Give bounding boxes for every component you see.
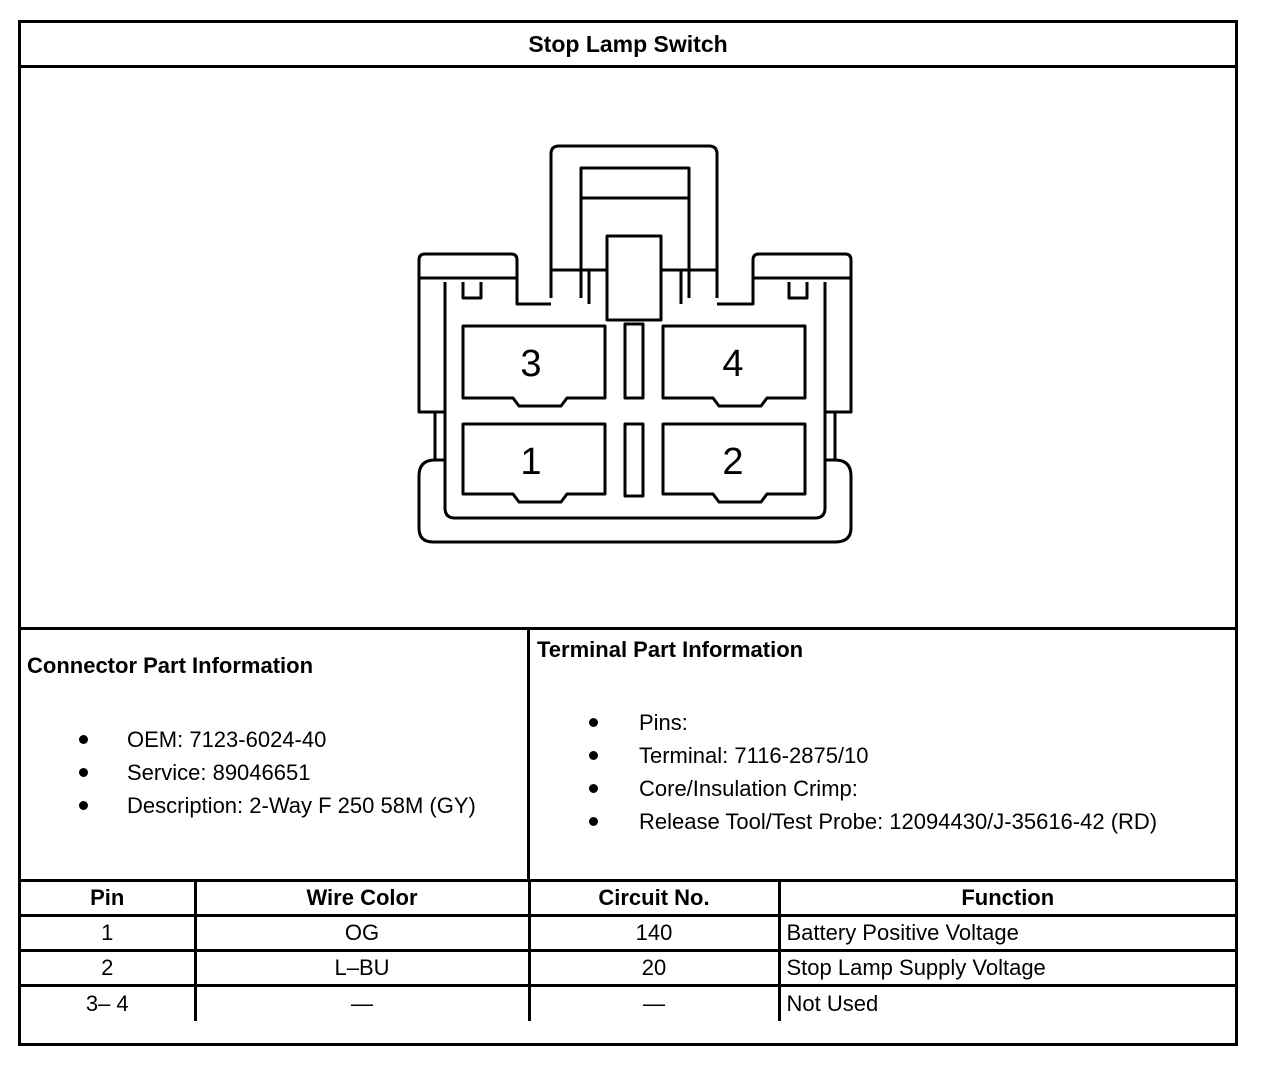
pin-label-4: 4 — [722, 343, 744, 385]
circuit-no-cell: — — [529, 986, 779, 1021]
connector-sheet — [18, 20, 1238, 1046]
bullet-icon — [589, 784, 598, 793]
bullet-icon — [589, 718, 598, 727]
drawing-divider — [21, 627, 1235, 630]
column-header-circuit-no: Circuit No. — [529, 881, 779, 916]
bullet-icon — [79, 735, 88, 744]
pin-cell: 2 — [21, 951, 195, 986]
column-header-wire-color: Wire Color — [195, 881, 529, 916]
function-cell: Stop Lamp Supply Voltage — [779, 951, 1235, 986]
column-header-function: Function — [779, 881, 1235, 916]
list-item: Description: 2-Way F 250 58M (GY) — [79, 789, 525, 822]
list-item: Pins: — [589, 706, 1229, 739]
wire-color-cell: — — [195, 986, 529, 1021]
table-row — [21, 986, 1235, 1021]
pin-label-3: 3 — [520, 343, 542, 385]
latch-inner — [581, 168, 689, 298]
table-row — [21, 916, 1235, 951]
table-row — [21, 951, 1235, 986]
function-cell: Not Used — [779, 986, 1235, 1021]
center-rib-upper — [625, 324, 643, 398]
pin-table — [21, 879, 1235, 1021]
connector-face-view — [21, 68, 1235, 630]
pin-label-2: 2 — [722, 441, 744, 483]
column-header-pin: Pin — [21, 881, 195, 916]
info-divider — [527, 627, 530, 879]
bullet-icon — [589, 751, 598, 760]
list-item: Core/Insulation Crimp: — [589, 772, 1229, 805]
sheet-title: Stop Lamp Switch — [528, 31, 728, 57]
wire-color-cell: OG — [195, 916, 529, 951]
bullet-icon — [79, 768, 88, 777]
latch-tab — [607, 236, 661, 320]
pin-cell: 3– 4 — [21, 986, 195, 1021]
circuit-no-cell: 140 — [529, 916, 779, 951]
pin-label-1: 1 — [520, 441, 542, 483]
table-header-row — [21, 881, 1235, 916]
list-item: Release Tool/Test Probe: 12094430/J-35616-42 (RD) — [589, 805, 1229, 838]
function-cell: Battery Positive Voltage — [779, 916, 1235, 951]
bullet-icon — [589, 817, 598, 826]
connector-diagram — [21, 68, 1235, 630]
wire-color-cell: L–BU — [195, 951, 529, 986]
terminal-info-list — [589, 706, 1229, 838]
bullet-icon — [79, 801, 88, 810]
center-rib-lower — [625, 424, 643, 496]
connector-info-list — [79, 723, 525, 822]
terminal-info-heading: Terminal Part Information — [537, 637, 804, 662]
list-item: Service: 89046651 — [79, 756, 525, 789]
list-item: Terminal: 7116-2875/10 — [589, 739, 1229, 772]
circuit-no-cell: 20 — [529, 951, 779, 986]
pin-cell: 1 — [21, 916, 195, 951]
list-item: OEM: 7123-6024-40 — [79, 723, 525, 756]
body-inner — [445, 304, 825, 518]
connector-info-heading: Connector Part Information — [27, 653, 314, 678]
